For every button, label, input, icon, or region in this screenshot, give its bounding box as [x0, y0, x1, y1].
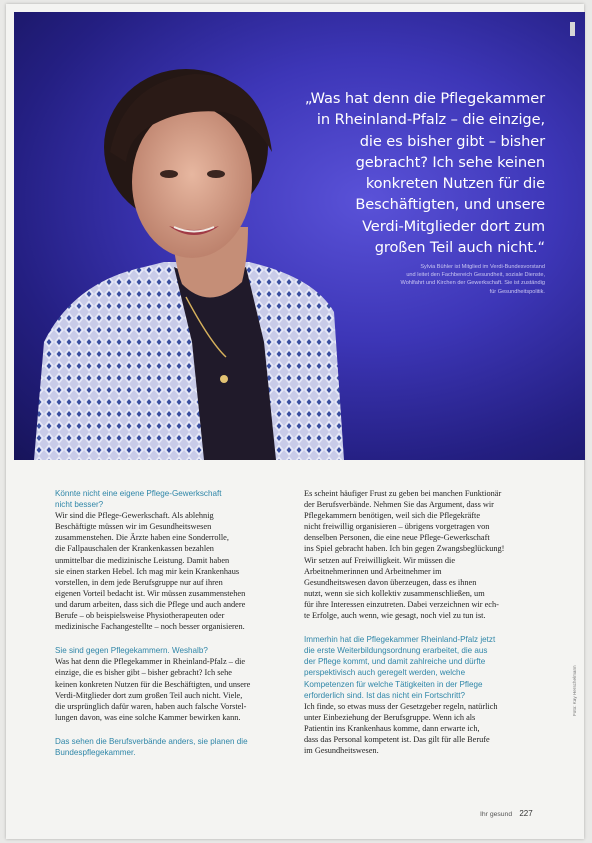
left-text-column	[55, 488, 293, 758]
quote-line: gebracht? Ich sehe keinen	[355, 153, 545, 171]
answer-line: für ihre Interessen einzutreten. Dabei verzeichnen wir ech-	[304, 599, 499, 609]
answer-line: medizinische Fachangestellte – noch besser organisieren.	[55, 622, 245, 632]
face-shape	[132, 106, 252, 258]
answer-line: dass das Personal kompetent ist. Das gilt für alle Berufe	[304, 734, 490, 744]
quote-line: großen Teil auch nicht.“	[374, 239, 545, 257]
answer-line: nicht freiwillig organisieren – übrigens vorgetragen von	[304, 522, 490, 532]
quote-line: Beschäftigten, und unsere	[355, 196, 545, 214]
answer-line: lungen davon, was eine solche Kammer bewirken kann.	[55, 712, 241, 722]
answer-line: eigenen Vorteil bedacht ist. Wir müssen zusammenstehen	[55, 588, 246, 598]
quote-line: „Was hat denn die Pflegekammer	[304, 90, 545, 107]
quote-line: in Rheinland-Pfalz – die einzige,	[316, 111, 545, 129]
page-number: 227	[519, 809, 533, 818]
pull-quote	[275, 88, 545, 258]
question-line: Das sehen die Berufsverbände anders, sie planen die	[55, 736, 248, 746]
question-line: Sie sind gegen Pflegekammern. Weshalb?	[55, 646, 208, 656]
interview-question	[55, 645, 293, 656]
quote-line: die es bisher gibt – bisher	[359, 132, 545, 150]
interview-answer	[55, 656, 293, 723]
answer-line: Pflegekammern benötigen, weil sich die Pflegekräfte	[304, 511, 481, 521]
caption-line: Sylvia Bühler ist Mitglied im Verdi-Bundesvorstand	[420, 264, 545, 270]
answer-line: Berufe – ob beispielsweise Physiotherapeuten oder	[55, 611, 225, 621]
answer-line: die ursprünglich dafür waren, haben auch falsche Vorstel-	[55, 701, 247, 711]
answer-line: Es scheint häufiger Frust zu geben bei manchen Funktionär	[304, 489, 502, 498]
quote-line: konkreten Nutzen für die	[365, 175, 545, 193]
interview-answer	[304, 488, 542, 621]
answer-line: ins Spiel gebracht haben. Ich bin gegen Zwangsbeglückung!	[304, 544, 505, 554]
answer-line: keinen konkreten Nutzen für die Beschäftigten, und unsere	[55, 679, 251, 689]
magazine-brand: Ihr gesund	[480, 811, 513, 818]
hero-photo	[14, 12, 585, 460]
answer-line: Wir setzen auf Freiwilligkeit. Wir müssen die	[304, 555, 456, 565]
answer-line: nutzt, wenn sie sich kollektiv zusammenschließen, um	[304, 588, 485, 598]
answer-line: im Gesundheitswesen.	[304, 746, 379, 756]
page-footer	[480, 809, 533, 818]
answer-line: zusammenstehen. Die Ärzte haben eine Sonderrolle,	[55, 533, 229, 543]
answer-line: Verdi-Mitglieder dort zum großen Teil auch nicht. Viele,	[55, 690, 243, 700]
interview-question	[55, 488, 293, 510]
caption-line: Wohlfahrt und Kirchen der Gewerkschaft. Sie ist zuständig	[400, 280, 545, 287]
answer-line: te Erfolge, auch wenn, wie gesagt, noch viel zu tun ist.	[304, 611, 486, 621]
answer-line: vorstellen, in dem jede Berufsgruppe nur auf ihren	[55, 577, 223, 587]
left-eye	[160, 170, 178, 178]
caption-line: und leitet den Fachbereich Gesundheit, soziale Dienste,	[406, 272, 545, 279]
answer-line: Gesundheitswesen davon überzeugen, dass es ihnen	[304, 577, 477, 587]
answer-line: die Fallpauschalen der Krankenkassen bezahlen	[55, 544, 214, 554]
answer-line: Beschäftigte müssen wir im Gesundheitswesen	[55, 522, 212, 532]
answer-line: denselben Personen, die eine neue Pflege-Gewerkschaft	[304, 533, 490, 543]
question-line: perspektivisch auch geregelt werden, welche	[304, 668, 466, 678]
question-line: Könnte nicht eine eigene Pflege-Gewerkschaft	[55, 489, 222, 498]
photo-credit: Foto: Kay Herschelmann	[572, 665, 577, 716]
question-line: der Pflege kommt, und damit zahlreiche und dürfte	[304, 657, 486, 667]
answer-line: Patientin ins Krankenhaus komme, dann erwarte ich,	[304, 723, 480, 733]
answer-line: der Berufsverbände. Nehmen Sie das Argument, dass wir	[304, 500, 494, 510]
answer-line: und darum arbeiten, dass sich die Pflege und auch andere	[55, 599, 246, 609]
answer-line: Ich finde, so etwas muss der Gesetzgeber regeln, natürlich	[304, 701, 498, 711]
photo-caption	[345, 263, 545, 296]
question-line: erforderlich sind. Ist das nicht ein Fortschritt?	[304, 690, 466, 700]
answer-line: Was hat denn die Pflegekammer in Rheinland-Pfalz – die	[55, 657, 246, 667]
right-text-column	[304, 488, 542, 756]
question-line: die erste Weiterbildungsordnung erarbeitet, die aus	[304, 646, 488, 656]
magazine-page	[6, 4, 584, 839]
answer-line: unter Einbeziehung der Berufsgruppe. Wenn ich als	[304, 712, 476, 722]
answer-line: einzige, die es bisher gibt – bisher gebracht? Ich sehe	[55, 668, 232, 678]
question-line: Immerhin hat die Pflegekammer Rheinland-Pfalz jetzt	[304, 635, 496, 645]
interview-question	[304, 634, 542, 701]
answer-line: sie einen starken Hebel. Ich mag mir kein Krankenhaus	[55, 566, 240, 576]
interview-answer	[55, 510, 293, 632]
question-line: Kompetenzen für welche Tätigkeiten in der Pflege	[304, 679, 483, 689]
answer-line: unmittelbar die medizinische Leistung. Damit haben	[55, 555, 230, 565]
right-eye	[207, 170, 225, 178]
question-line: nicht besser?	[55, 500, 104, 510]
answer-line: Arbeitnehmerinnen und Arbeitnehmer im	[304, 566, 442, 576]
quote-line: Verdi-Mitglieder dort zum	[362, 217, 545, 235]
page-edge-mark	[570, 22, 575, 36]
caption-line: für Gesundheitspolitik.	[489, 288, 545, 295]
necklace-pendant	[220, 375, 228, 383]
answer-line: Wir sind die Pflege-Gewerkschaft. Als ablehnig	[55, 511, 214, 521]
interview-answer	[304, 701, 542, 756]
question-line: Bundespflegekammer.	[55, 747, 136, 757]
interview-question	[55, 736, 293, 758]
